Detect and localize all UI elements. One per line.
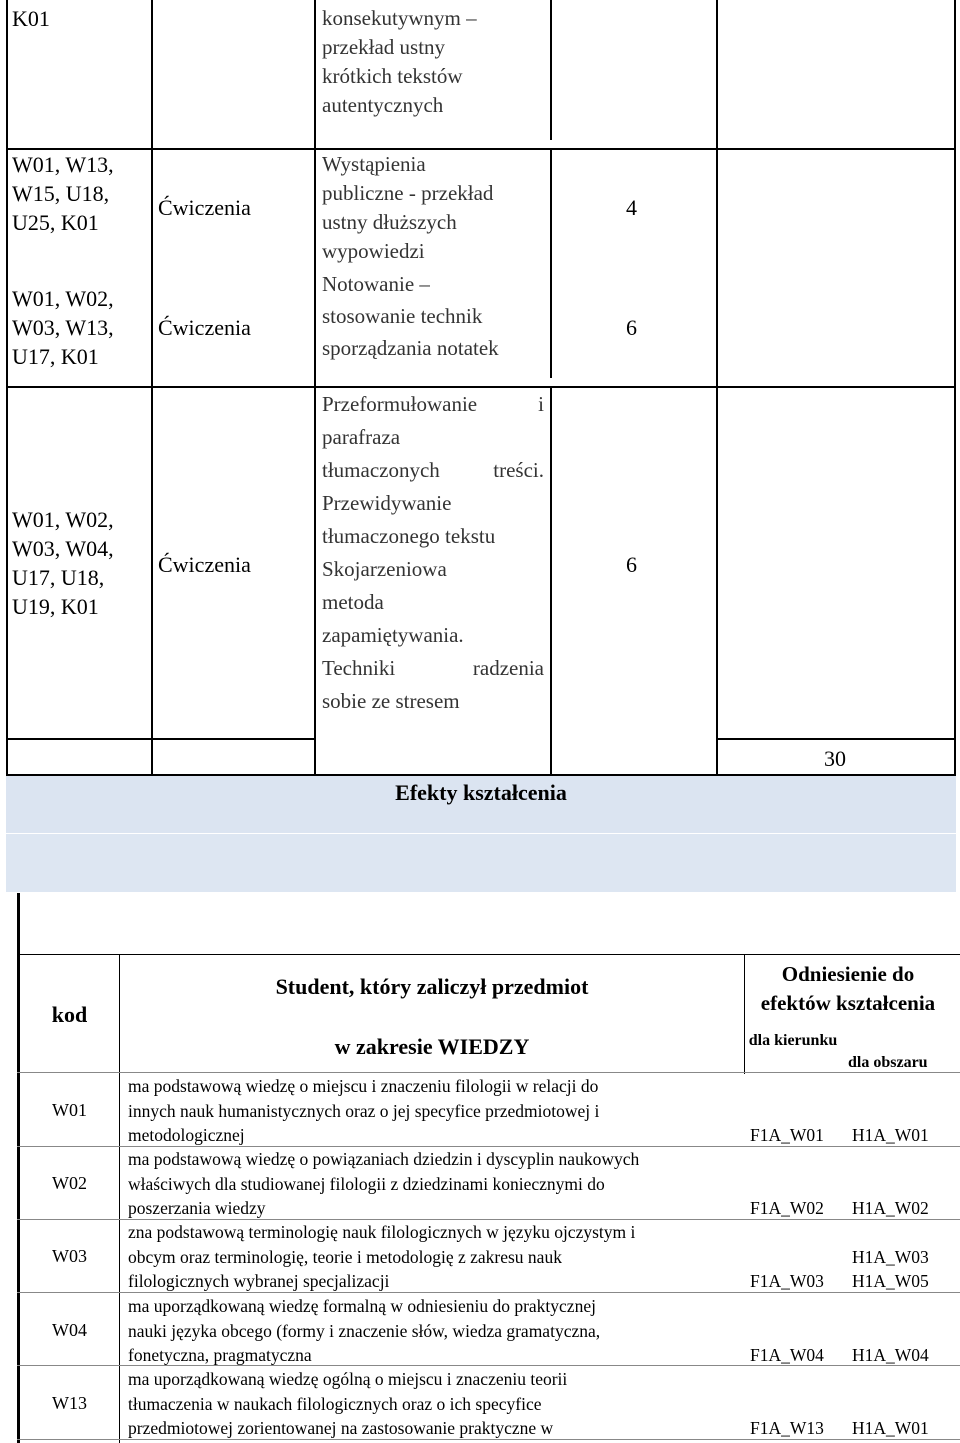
effect-area-ref: [852, 1245, 929, 1294]
effect-area-ref: [852, 1343, 929, 1368]
band-divider: [6, 833, 956, 834]
effect-description-line: tłumaczenia w naukach filologicznych oraz o ich specyfice: [128, 1393, 542, 1414]
effect-description-line: innych nauk humanistycznych oraz o jej specyfice przedmiotowej i: [128, 1100, 600, 1121]
effect-description-line: ma uporządkowaną wiedzę ogólną o miejscu i znaczeniu teorii: [128, 1369, 568, 1389]
effect-direction-ref: F1A_W02: [750, 1198, 824, 1218]
schedule-row-topic: Wystąpienia publiczne - przekład ustny dłuższych wypowiedzi: [322, 152, 494, 263]
effect-direction-ref: F1A_W13: [750, 1418, 824, 1438]
schedule-row-codes: K01: [12, 6, 50, 31]
effect-description-line: poszerzania wiedzy: [128, 1198, 266, 1218]
schedule-row-form: Ćwiczenia: [158, 315, 251, 340]
table-border-right: [954, 0, 956, 860]
schedule-row-hours: 4: [626, 195, 637, 220]
total-hours: 30: [824, 746, 846, 771]
scope-header: w zakresie WIEDZY: [334, 1034, 530, 1059]
effect-description-line: ma uporządkowaną wiedzę formalną w odniesieniu do praktycznej: [128, 1296, 596, 1316]
effect-description-line: obcym oraz terminologię, teorie i metodologię z zakresu nauk: [128, 1246, 562, 1267]
schedule-row-form: Ćwiczenia: [158, 552, 251, 577]
table-divider: [744, 954, 745, 1074]
effect-code: W01: [52, 1100, 87, 1120]
effect-area-code: H1A_W01: [852, 1125, 929, 1145]
schedule-row-topic: Notowanie – stosowanie technik sporządzania notatek: [322, 272, 499, 360]
student-header: Student, który zaliczył przedmiot: [275, 974, 589, 999]
effect-direction-ref: F1A_W03: [750, 1271, 824, 1291]
effect-area-code: H1A_W01: [852, 1418, 929, 1438]
effect-description-line: przedmiotowej zorientowanej na zastosowanie praktyczne w: [128, 1418, 554, 1438]
effect-area-code: H1A_W05: [852, 1271, 929, 1291]
table-rule: [17, 954, 960, 955]
effect-direction-ref: F1A_W01: [750, 1125, 824, 1145]
schedule-row-codes: W01, W02, W03, W13, U17, K01: [12, 286, 114, 369]
effect-description: [128, 1294, 748, 1368]
schedule-row-topic: Przeformułowanie i parafraza tłumaczonych treści. Przewidywanie tłumaczonego tekstu Skojarzeniowa metoda zapamiętywania. Techniki radzenia sobie ze stresem: [322, 392, 544, 713]
table-divider: [550, 148, 552, 378]
effect-code: W02: [52, 1173, 87, 1193]
effect-description-line: metodologicznej: [128, 1125, 245, 1145]
effect-description: [128, 1147, 748, 1221]
table-rule: [716, 738, 956, 740]
effect-description-line: ma podstawową wiedzę o powiązaniach dziedzin i dyscyplin naukowych: [128, 1149, 640, 1169]
effect-description: [128, 1220, 748, 1294]
effects-section-title: Efekty kształcenia: [395, 780, 567, 805]
effect-area-ref: [852, 1123, 929, 1148]
effect-area-ref: [852, 1196, 929, 1221]
effect-description: [128, 1367, 748, 1441]
schedule-row-topic: konsekutywnym – przekład ustny krótkich tekstów autentycznych: [322, 6, 477, 117]
schedule-row-codes: W01, W02, W03, W04, U17, U18, U19, K01: [12, 507, 114, 619]
effect-code: W04: [52, 1320, 87, 1340]
table-border-left: [17, 893, 20, 1443]
effect-code: W03: [52, 1246, 87, 1266]
schedule-row-form: Ćwiczenia: [158, 195, 251, 220]
effect-area-code: H1A_W04: [852, 1345, 929, 1365]
effect-area-code: H1A_W02: [852, 1198, 929, 1218]
effect-description: [128, 1074, 748, 1148]
effect-direction-ref: F1A_W04: [750, 1345, 824, 1365]
effect-description-line: ma podstawową wiedzę o miejscu i znaczeniu filologii w relacji do: [128, 1076, 599, 1096]
effect-code: W13: [52, 1393, 87, 1413]
table-rule: [6, 738, 316, 740]
effect-description-line: właściwych dla studiowanej filologii z dziedzinami koniecznymi do: [128, 1173, 605, 1194]
area-header: dla obszaru: [848, 1054, 928, 1071]
table-divider: [119, 954, 120, 1443]
reference-header: Odniesienie do efektów kształcenia: [760, 962, 936, 1015]
effect-description-line: zna podstawową terminologię nauk filologicznych w języku ojczystym i: [128, 1222, 636, 1242]
table-divider: [550, 0, 552, 140]
effect-area-code: H1A_W03: [852, 1246, 929, 1267]
effect-description-line: fonetyczna, pragmatyczna: [128, 1345, 312, 1365]
direction-header: dla kierunku: [748, 1032, 838, 1049]
effect-description-line: nauki języka obcego (formy i znaczenie słów, wiedza gramatyczna,: [128, 1320, 601, 1341]
effects-band: [6, 834, 956, 892]
effect-description-line: filologicznych wybranej specjalizacji: [128, 1271, 390, 1291]
schedule-row-codes: W01, W13, W15, U18, U25, K01: [12, 152, 114, 235]
code-header: kod: [51, 1002, 88, 1027]
table-rule: [17, 1072, 960, 1073]
table-divider: [550, 388, 552, 775]
schedule-row-hours: 6: [626, 315, 637, 340]
schedule-row-hours: 6: [626, 552, 637, 577]
effect-area-ref: [852, 1416, 929, 1441]
